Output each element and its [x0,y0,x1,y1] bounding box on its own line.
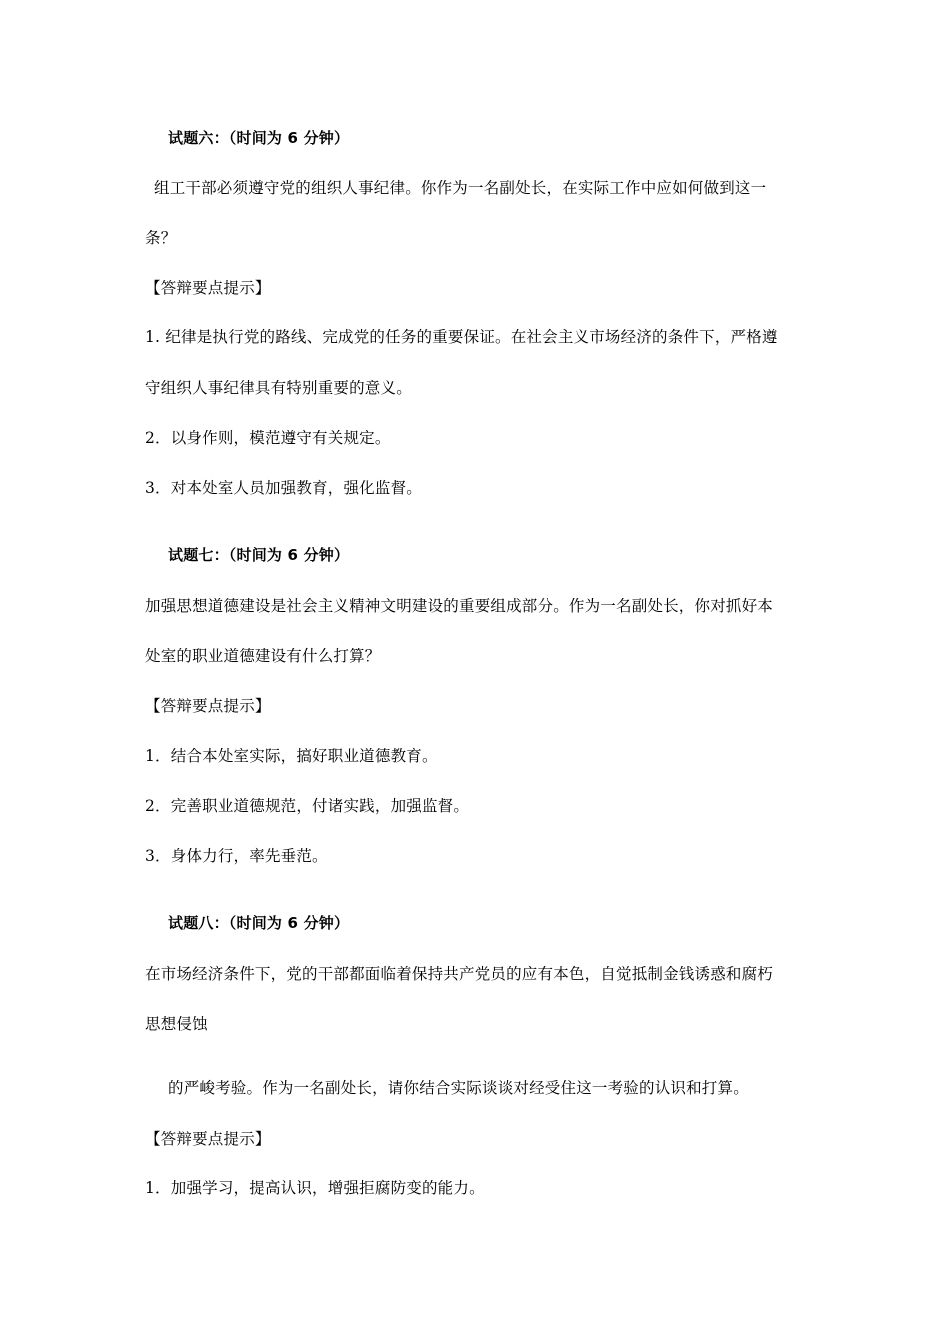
q6-hint-label: 【答辩要点提示】 [145,279,271,297]
q7-hint-label: 【答辩要点提示】 [145,697,271,715]
q6-point-2: 2．以身作则，模范遵守有关规定。 [145,429,391,447]
q8-question-line-2: 思想侵蚀 [145,1015,208,1033]
q8-question-line-3: 的严峻考验。作为一名副处长，请你结合实际谈谈对经受住这一考验的认识和打算。 [168,1079,749,1097]
q6-question-line-2: 条？ [145,229,177,247]
q8-point-1: 1．加强学习，提高认识，增强拒腐防变的能力。 [145,1179,485,1197]
q7-point-1: 1．结合本处室实际，搞好职业道德教育。 [145,747,438,765]
q7-question-line-1: 加强思想道德建设是社会主义精神文明建设的重要组成部分。作为一名副处长，你对抓好本 [145,597,774,615]
q7-heading: 试题七：（时间为 6 分钟） [168,546,350,564]
q6-question-line-1: 组工干部必须遵守党的组织人事纪律。你作为一名副处长，在实际工作中应如何做到这一 [154,179,767,197]
q6-point-1: 1. 纪律是执行党的路线、完成党的任务的重要保证。在社会主义市场经济的条件下，严格遵 [145,328,778,346]
q6-point-1-cont: 守组织人事纪律具有特别重要的意义。 [145,379,412,397]
q8-hint-label: 【答辩要点提示】 [145,1130,271,1148]
q7-point-3: 3．身体力行，率先垂范。 [145,847,328,865]
q7-question-line-2: 处室的职业道德建设有什么打算？ [145,647,381,665]
q6-point-3: 3．对本处室人员加强教育，强化监督。 [145,479,422,497]
q6-heading: 试题六：（时间为 6 分钟） [168,129,350,147]
q8-question-line-1: 在市场经济条件下，党的干部都面临着保持共产党员的应有本色，自觉抵制金钱诱惑和腐朽 [145,965,774,983]
q8-heading: 试题八：（时间为 6 分钟） [168,914,350,932]
q7-point-2: 2．完善职业道德规范，付诸实践，加强监督。 [145,797,470,815]
